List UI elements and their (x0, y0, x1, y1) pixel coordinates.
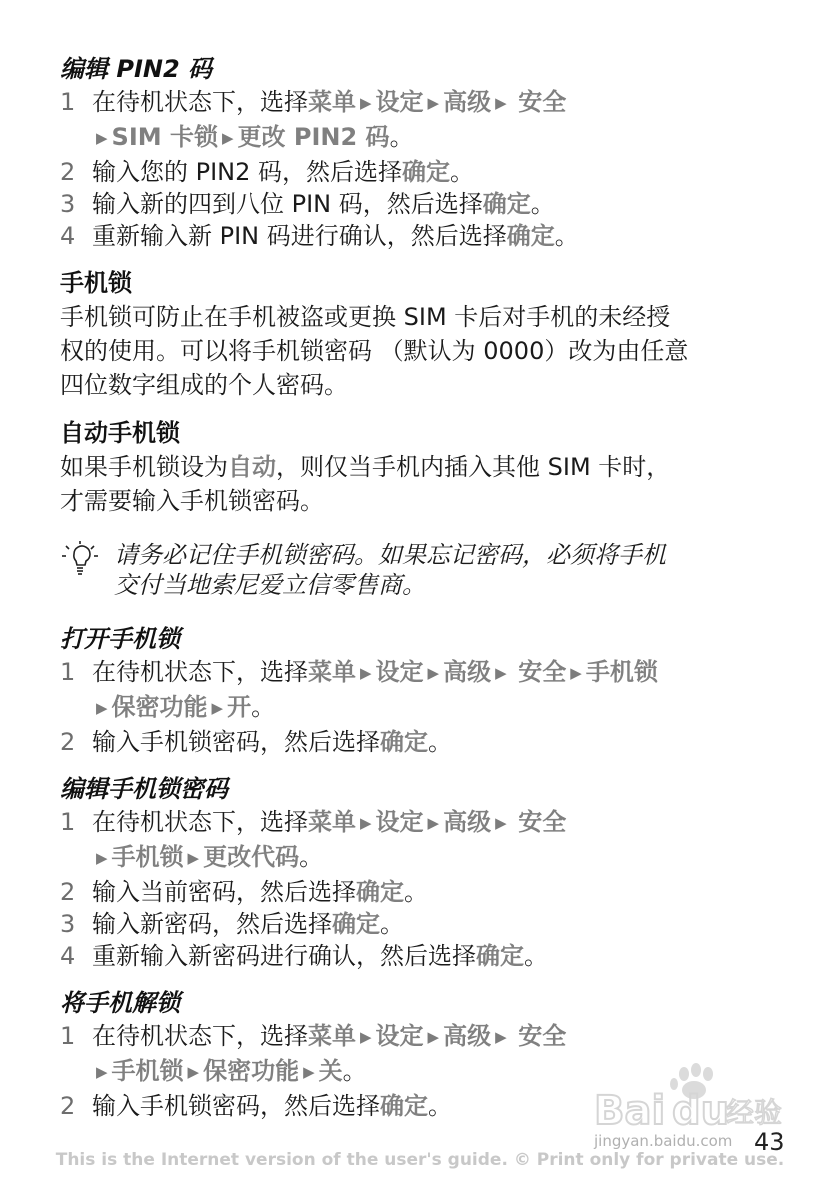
heading-turn-on-lock: 打开手机锁 (60, 625, 180, 653)
arrow-right-icon: ▶ (222, 129, 234, 147)
list-item-continuation (60, 121, 790, 156)
menu-path-item: 确定 (482, 190, 531, 218)
punctuation: 。 (450, 158, 475, 186)
punctuation: 。 (251, 693, 276, 721)
step-text: 在待机状态下，选择 (92, 1022, 308, 1050)
arrow-right-icon: ▶ (360, 664, 372, 682)
paragraph-line: 手机锁可防止在手机被盗或更换 SIM 卡后对手机的未经授 (60, 303, 671, 331)
arrow-right-icon: ▶ (96, 129, 108, 147)
menu-path-item: 手机锁 (111, 843, 184, 871)
menu-path-item: SIM 卡锁 (111, 123, 218, 151)
paragraph-line: 权的使用。可以将手机锁密码 （默认为 0000）改为由任意 (60, 337, 689, 365)
menu-path-item: 开 (227, 693, 252, 721)
step-number: 1 (60, 1022, 76, 1050)
heading-unlock-phone: 将手机解锁 (60, 989, 180, 1017)
note-line: 请务必记住手机锁密码。如果忘记密码，必须将手机 (114, 541, 666, 569)
arrow-right-icon: ▶ (360, 814, 372, 832)
menu-path-item: 保密功能 (203, 1057, 300, 1085)
list-item (60, 188, 790, 220)
page-number: 43 (754, 1128, 785, 1156)
step-text: 在待机状态下，选择 (92, 808, 308, 836)
menu-path-item: 手机锁 (585, 658, 658, 686)
step-number: 1 (60, 658, 76, 686)
paragraph-line (60, 450, 790, 484)
tip-lightbulb-icon (60, 540, 108, 580)
heading-phone-lock: 手机锁 (60, 269, 132, 297)
menu-path-item: 安全 (518, 88, 567, 116)
menu-path-item: 设定 (375, 658, 424, 686)
step-number: 4 (60, 942, 76, 970)
menu-path-item: 高级 (443, 1022, 492, 1050)
step-text: 输入您的 PIN2 码，然后选择 (92, 158, 403, 186)
menu-path-item: 菜单 (308, 88, 356, 116)
menu-path-item: 确定 (402, 158, 451, 186)
arrow-right-icon: ▶ (96, 699, 108, 717)
menu-path-item: 设定 (375, 808, 424, 836)
tip-note (60, 540, 790, 600)
arrow-right-icon: ▶ (427, 664, 440, 682)
menu-path-item: 菜单 (308, 1022, 356, 1050)
punctuation: 。 (524, 942, 548, 970)
list-item-continuation (60, 691, 790, 726)
menu-path-item: 安全 (518, 808, 567, 836)
list-item-continuation (60, 841, 790, 876)
menu-path-item: 确定 (332, 910, 380, 938)
step-number: 2 (60, 728, 76, 756)
arrow-right-icon: ▶ (187, 849, 200, 867)
step-number: 2 (60, 1092, 76, 1120)
punctuation: 。 (299, 843, 324, 871)
note-line: 交付当地索尼爱立信零售商。 (114, 571, 426, 599)
step-text: 输入手机锁密码，然后选择 (92, 728, 380, 756)
arrow-right-icon: ▶ (303, 1063, 315, 1081)
menu-path-item: 更改 PIN2 码 (237, 123, 390, 151)
menu-path-item: 手机锁 (111, 1057, 184, 1085)
step-text: 输入新密码，然后选择 (92, 910, 332, 938)
list-item (60, 806, 790, 841)
arrow-right-icon: ▶ (360, 1028, 372, 1046)
paragraph-line: 才需要输入手机锁密码。 (60, 487, 324, 515)
arrow-right-icon: ▶ (187, 1063, 200, 1081)
svg-text:Bai: Bai (594, 1088, 666, 1134)
text: 如果手机锁设为 (60, 453, 228, 481)
list-item (60, 656, 790, 691)
menu-path-item: 设定 (375, 1022, 424, 1050)
menu-path-item: 菜单 (308, 808, 356, 836)
step-text: 重新输入新 PIN 码进行确认，然后选择 (92, 222, 507, 250)
step-number: 2 (60, 878, 76, 906)
list-item (60, 220, 790, 252)
list-item (60, 908, 790, 940)
menu-path-item: 关 (318, 1057, 343, 1085)
punctuation: 。 (389, 123, 414, 151)
menu-path-item: 确定 (506, 222, 555, 250)
step-text: 输入新的四到八位 PIN 码，然后选择 (92, 190, 483, 218)
arrow-right-icon: ▶ (495, 94, 507, 112)
step-text: 输入手机锁密码，然后选择 (92, 1092, 380, 1120)
menu-path-item: 安全 (518, 658, 567, 686)
arrow-right-icon: ▶ (427, 94, 440, 112)
menu-path-item: 自动 (228, 453, 276, 481)
menu-path-item: 高级 (443, 88, 492, 116)
step-number: 1 (60, 88, 76, 116)
step-text: 在待机状态下，选择 (92, 88, 308, 116)
menu-path-item: 高级 (443, 658, 492, 686)
menu-path-item: 确定 (476, 942, 524, 970)
step-number: 1 (60, 808, 76, 836)
step-text: 重新输入新密码进行确认，然后选择 (92, 942, 476, 970)
punctuation: 。 (530, 190, 555, 218)
heading-edit-lock-code: 编辑手机锁密码 (60, 775, 228, 803)
step-number: 3 (60, 910, 76, 938)
heading-edit-pin2: 编辑 PIN2 码 (60, 55, 213, 83)
arrow-right-icon: ▶ (495, 814, 507, 832)
menu-path-item: 菜单 (308, 658, 356, 686)
step-text: 在待机状态下，选择 (92, 658, 308, 686)
menu-path-item: 保密功能 (111, 693, 208, 721)
arrow-right-icon: ▶ (211, 699, 224, 717)
arrow-right-icon: ▶ (96, 849, 108, 867)
arrow-right-icon: ▶ (495, 664, 507, 682)
menu-path-item: 设定 (375, 88, 424, 116)
text: ，则仅当手机内插入其他 SIM 卡时， (276, 453, 671, 481)
punctuation: 。 (428, 1092, 452, 1120)
menu-path-item: 确定 (380, 1092, 428, 1120)
punctuation: 。 (554, 222, 579, 250)
list-item (60, 940, 790, 972)
punctuation: 。 (342, 1057, 367, 1085)
menu-path-item: 安全 (518, 1022, 567, 1050)
paragraph-line: 四位数字组成的个人密码。 (60, 371, 348, 399)
step-text: 输入当前密码，然后选择 (92, 878, 356, 906)
menu-path-item: 确定 (380, 728, 428, 756)
heading-auto-lock: 自动手机锁 (60, 419, 180, 447)
step-number: 3 (60, 190, 76, 218)
svg-text:du: du (672, 1088, 730, 1134)
punctuation: 。 (428, 728, 452, 756)
list-item (60, 86, 790, 121)
watermark-url: jingyan.baidu.com (594, 1132, 733, 1150)
list-item (60, 726, 790, 758)
page-content (60, 52, 790, 1122)
arrow-right-icon: ▶ (570, 664, 582, 682)
step-number: 4 (60, 222, 76, 250)
list-item (60, 156, 790, 188)
list-item (60, 876, 790, 908)
arrow-right-icon: ▶ (427, 1028, 440, 1046)
menu-path-item: 高级 (443, 808, 492, 836)
list-item (60, 1020, 790, 1055)
arrow-right-icon: ▶ (427, 814, 440, 832)
svg-text:经验: 经验 (726, 1096, 783, 1129)
arrow-right-icon: ▶ (96, 1063, 108, 1081)
punctuation: 。 (380, 910, 404, 938)
punctuation: 。 (404, 878, 428, 906)
arrow-right-icon: ▶ (495, 1028, 507, 1046)
arrow-right-icon: ▶ (360, 94, 372, 112)
menu-path-item: 确定 (356, 878, 404, 906)
footer-disclaimer: This is the Internet version of the user's guide. © Print only for private use. (55, 1150, 785, 1170)
step-number: 2 (60, 158, 76, 186)
menu-path-item: 更改代码 (203, 843, 300, 871)
